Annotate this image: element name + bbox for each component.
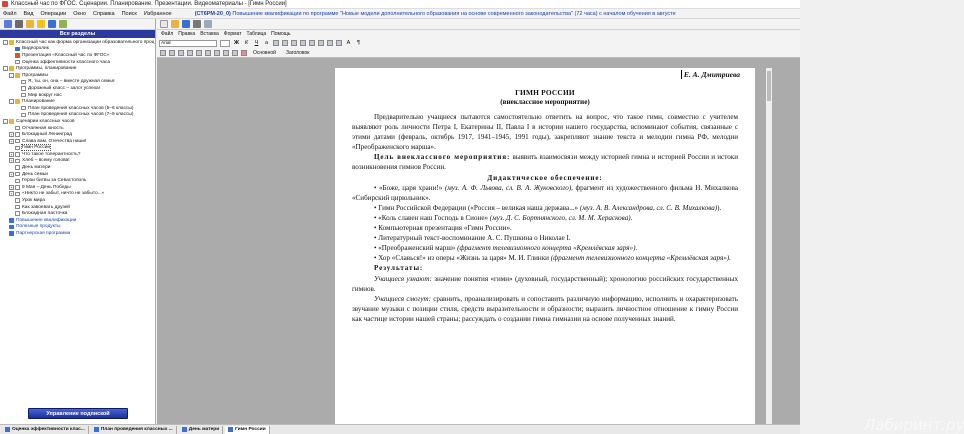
format-toolbar — [157, 38, 800, 48]
document-icon — [21, 93, 26, 98]
document-icon — [228, 427, 233, 432]
tree-node-label: 9 Мая – День Победы — [22, 184, 71, 190]
results-paragraph: Учащиеся узнают: значение понятия «гимн» (духовный, государственный); хронологию российских государственных гимнов. — [352, 274, 739, 293]
document-icon — [15, 152, 20, 157]
bold-icon[interactable]: Ж — [234, 40, 239, 46]
tree-node[interactable] — [0, 118, 155, 125]
menu-operations[interactable]: Операции — [40, 10, 67, 17]
menu-help[interactable]: Справка — [93, 10, 115, 17]
tree-node[interactable] — [0, 191, 155, 198]
style-toolbar — [157, 48, 800, 58]
tree-node[interactable] — [0, 197, 155, 204]
expand-toggle-icon[interactable]: + — [10, 138, 13, 144]
tree-node-label: Я, ты, он, она – вместе дружная семья — [28, 79, 115, 85]
sidebar — [0, 19, 156, 424]
cut-icon[interactable] — [160, 50, 166, 56]
print-icon[interactable] — [193, 20, 201, 28]
document-icon — [15, 165, 20, 170]
copy-icon[interactable] — [169, 50, 175, 56]
tree-node-label: Гимн России — [22, 145, 51, 151]
bullets-icon[interactable] — [309, 40, 315, 46]
document-icon — [15, 146, 20, 151]
open-documents-bar — [0, 424, 800, 434]
folder-icon — [15, 99, 20, 104]
menu-view[interactable]: Вид — [23, 10, 34, 17]
editor-menu-help[interactable]: Помощь — [271, 31, 291, 37]
document-icon — [15, 205, 20, 210]
equipment-item: • Гимн Российской Федерации («Россия – великая наша держава...» (муз. А. В. Александрова, сл. С. В. Михалкова)). — [374, 203, 722, 212]
open-icon[interactable] — [171, 20, 179, 28]
expand-toggle-icon[interactable]: + — [10, 191, 13, 197]
tree-node-label: Оценка эффективности классного часа — [22, 59, 111, 65]
editor-menu-insert[interactable]: Вставка — [200, 31, 219, 37]
promo-link[interactable] — [195, 11, 676, 17]
document-icon — [21, 106, 26, 111]
folder-icon — [9, 119, 14, 124]
new-doc-icon[interactable] — [160, 20, 168, 28]
tree-node[interactable] — [0, 204, 155, 211]
document-icon — [15, 132, 20, 137]
tree-node[interactable] — [0, 217, 155, 224]
tree-node[interactable] — [0, 79, 155, 86]
document-icon — [15, 179, 20, 184]
tree-node[interactable] — [0, 105, 155, 112]
editor-toolbar — [157, 19, 800, 30]
expand-toggle-icon[interactable]: + — [10, 158, 13, 164]
star-icon[interactable] — [37, 20, 45, 28]
tree-node[interactable] — [0, 138, 155, 145]
expand-toggle-icon[interactable]: - — [4, 39, 7, 45]
print-icon[interactable] — [15, 20, 23, 28]
menu-window[interactable]: Окно — [73, 10, 86, 17]
tree-node-label: Видеоролик — [22, 46, 49, 52]
editor-menu-file[interactable]: Файл — [161, 31, 174, 37]
equipment-item: • «Преображенский марш» (фрагмент телевизионного концерта «Кремлёвская заря»). — [374, 244, 638, 253]
tree-node[interactable] — [0, 72, 155, 79]
watermark: Лабиринт.ру — [864, 416, 964, 434]
preview-icon[interactable] — [204, 20, 212, 28]
document-scrollbar[interactable] — [766, 68, 772, 424]
document-icon — [15, 60, 20, 65]
document-icon — [94, 427, 99, 432]
main-menu — [0, 9, 800, 19]
promo-text: Повышение квалификации по программе "Новые модели дополнительного образования на основе современного законодательства" (72 часа) с началом обучения в августе — [232, 10, 676, 17]
results-paragraph: Учащиеся смогут: сравнить, проанализировать и сопоставить различную информацию, исполнить и охарактеризовать звучание музыки с позиции стиля, средств выразительности и образности; выразить личностное отношение к гимну России как частице истории нашей страны; рассуждать о создании гимна гимназии на основе полученных знаний. — [352, 294, 738, 323]
document-icon — [9, 218, 14, 223]
tree-node-label: Программы, планирование — [16, 66, 77, 72]
tree-node-label: День семьи — [22, 171, 48, 177]
document-icon — [182, 427, 187, 432]
tree-node-label: Сценарии классных часов — [16, 118, 75, 124]
editor-menu-format[interactable]: Формат — [223, 31, 242, 37]
section-tree — [0, 38, 155, 237]
sidebar-header: Все разделы — [0, 30, 155, 38]
scrollbar-thumb[interactable] — [767, 71, 771, 101]
style-basic[interactable]: Основной — [253, 49, 276, 56]
document-icon — [9, 231, 14, 236]
menu-file[interactable]: Файл — [3, 10, 17, 17]
sidebar-toolbar — [0, 19, 155, 30]
home-icon[interactable] — [4, 20, 12, 28]
window-title: Классный час по ФГОС. Сценарии. Планирование. Презентации. Видеоматериалы - [Гимн России] — [11, 1, 287, 7]
equipment-item: • «Коль славен наш Господь в Сионе» (муз. Д. С. Бортнянского, сл. М. М. Хераскова). — [374, 213, 633, 222]
refresh-icon[interactable] — [59, 20, 67, 28]
tree-node-label: Полезные продукты — [16, 224, 61, 230]
tree-node[interactable] — [0, 184, 155, 191]
editor-menu — [157, 30, 800, 38]
redo-icon[interactable] — [196, 50, 202, 56]
intro-paragraph: Предварительно учащиеся пытаются самостоятельно ответить на вопрос, что такое гимн, совместно с учителем выявляют роль личности Петра I, Екатерины II, Павла I в истории нашего государства, вспоминают события, связанные с этими датами (февраль, октябрь 1917, 1941–1945, 1991 годы), закрепляют знание текста и мелодии гимна РФ, мелодии «Преображенского марша». — [352, 113, 738, 152]
expand-toggle-icon[interactable]: - — [10, 72, 13, 78]
tree-node-label: Планирование — [22, 99, 55, 105]
tree-node-label: «Никто не забыт, ничто не забыто...» — [22, 191, 105, 197]
document-icon — [15, 198, 20, 203]
app-icon — [2, 1, 8, 7]
tree-node-label: Как завоевать друзей — [22, 204, 70, 210]
tree-node[interactable] — [0, 224, 155, 231]
strikethrough-icon[interactable]: a — [264, 40, 269, 46]
tree-node[interactable] — [0, 52, 155, 59]
italic-icon[interactable]: К — [244, 40, 249, 46]
tree-node-label: Блокадная ласточка — [22, 211, 68, 217]
tree-node[interactable] — [0, 164, 155, 171]
equipment-heading: Дидактическое обеспечение: — [487, 173, 603, 182]
tree-node-label: Программы — [22, 72, 48, 78]
expand-toggle-icon[interactable]: + — [10, 151, 13, 157]
document-icon — [15, 172, 20, 177]
tree-node-label: Урок мира — [22, 198, 45, 204]
title-bar — [0, 0, 800, 9]
task-tab[interactable]: План проведения классных ... — [91, 426, 177, 434]
folder-icon — [9, 66, 14, 71]
outdent-icon[interactable] — [327, 40, 333, 46]
tree-node-label: Дорожный класс – залог успеха! — [28, 85, 101, 91]
align-right-icon[interactable] — [291, 40, 297, 46]
document-title: ГИМН РОССИИ — [515, 88, 575, 97]
document-icon — [5, 427, 10, 432]
expand-toggle-icon[interactable]: - — [4, 118, 7, 124]
help-icon[interactable] — [48, 20, 56, 28]
editor-menu-table[interactable]: Таблица — [246, 31, 267, 37]
eraser-icon[interactable] — [241, 50, 247, 56]
tree-node[interactable] — [0, 177, 155, 184]
tree-node[interactable] — [0, 131, 155, 138]
tree-node-label: План проведения классных часов (5–6 классы) — [28, 105, 134, 111]
align-left-icon[interactable] — [273, 40, 279, 46]
goal-paragraph — [352, 152, 738, 172]
equipment-item: • Литературный текст-воспоминание А. С. Пушкина о Николае I. — [374, 234, 571, 243]
document-icon — [21, 80, 26, 85]
tree-node[interactable] — [0, 46, 155, 53]
tree-node-label: Мир вокруг нас — [28, 92, 62, 98]
tree-node[interactable] — [0, 39, 155, 46]
expand-toggle-icon[interactable]: - — [10, 99, 13, 105]
results-heading: Результаты: — [374, 264, 424, 273]
paragraph-icon[interactable]: ¶ — [357, 40, 360, 46]
link-icon[interactable] — [232, 50, 238, 56]
menu-search[interactable]: Поиск — [121, 10, 137, 17]
tree-node[interactable] — [0, 158, 155, 165]
tree-node-label: Классный час как форма организации образовательного проц — [16, 39, 155, 45]
folder-icon[interactable] — [26, 20, 34, 28]
find-icon[interactable] — [205, 50, 211, 56]
goal-text: выявить взаимосвязи между историей гимна и историей России и истоки возникновения гимнов России. — [352, 153, 738, 172]
equipment-item: • Компьютерная презентация «Гимн России». — [374, 224, 512, 233]
document-icon — [15, 211, 20, 216]
expand-toggle-icon[interactable]: + — [10, 132, 13, 138]
expand-toggle-icon[interactable]: - — [4, 66, 7, 72]
document-icon — [21, 113, 26, 118]
manage-subscription-button[interactable]: Управление подпиской — [28, 408, 128, 419]
equipment-item: • «Боже, царя храни!» (муз. А. Ф. Львова, сл. В. А. Жуковского), фрагмент из художественного фильма Н. Михалкова «Сибирский цирюльник». — [352, 183, 738, 202]
paste-icon[interactable] — [178, 50, 184, 56]
promo-code: (СТ6РМ-20_0) — [194, 10, 231, 17]
task-tab[interactable]: Оценка эффективности клас... — [2, 426, 89, 434]
tree-node-label: Отчаянная юность — [22, 125, 64, 131]
numbering-icon[interactable] — [318, 40, 324, 46]
task-tab[interactable]: День матери — [179, 426, 223, 434]
document-icon — [21, 86, 26, 91]
tree-node[interactable] — [0, 98, 155, 105]
font-size-select[interactable] — [220, 40, 230, 47]
tree-node[interactable] — [0, 145, 155, 152]
document-subtitle: (внеклассное мероприятие) — [500, 98, 590, 106]
save-icon[interactable] — [182, 20, 190, 28]
document-icon — [15, 159, 20, 164]
tree-node[interactable] — [0, 151, 155, 158]
color-icon[interactable]: A — [346, 40, 351, 46]
document-icon — [15, 139, 20, 144]
expand-toggle-icon[interactable]: + — [10, 171, 13, 177]
justify-icon[interactable] — [300, 40, 306, 46]
font-select[interactable]: Arial — [159, 40, 217, 47]
tree-node[interactable] — [0, 59, 155, 66]
tree-node-label: Герои битвы за Севастополь — [22, 178, 87, 184]
undo-icon[interactable] — [187, 50, 193, 56]
equipment-item: • Хор «Славься!» из оперы «Жизнь за царя» М. И. Глинки (фрагмент телевизионного концерта «Кремлёвская заря»). — [374, 254, 731, 263]
tree-node-label: Партнерская программа — [16, 231, 71, 237]
document-page[interactable] — [335, 68, 755, 424]
tree-node[interactable] — [0, 112, 155, 119]
table-icon[interactable] — [214, 50, 220, 56]
document-icon — [15, 192, 20, 197]
align-center-icon[interactable] — [282, 40, 288, 46]
tree-node-label: Что такое толерантность? — [22, 151, 81, 157]
tree-node[interactable] — [0, 125, 155, 132]
document-icon — [9, 225, 14, 230]
document-icon — [15, 185, 20, 190]
tree-node[interactable] — [0, 171, 155, 178]
tree-node-label: Хлеб – всему голова! — [22, 158, 70, 164]
tree-node-label: День матери — [22, 165, 51, 171]
indent-icon[interactable] — [336, 40, 342, 46]
tree-node[interactable] — [0, 92, 155, 99]
tree-node-label: Повышение квалификации — [16, 217, 77, 223]
tree-node[interactable] — [0, 230, 155, 237]
tree-node[interactable] — [0, 210, 155, 217]
task-tab-active[interactable]: Гимн России — [225, 426, 270, 434]
document-icon — [15, 47, 20, 52]
style-heading[interactable]: Заголовок — [285, 49, 310, 56]
tree-node-label: Презентация «Классный час по ФГОС» — [22, 52, 110, 58]
menu-favorites[interactable]: Избранное — [143, 10, 172, 17]
editor-menu-edit[interactable]: Правка — [178, 31, 196, 37]
presentation-icon — [15, 53, 20, 58]
folder-icon — [9, 40, 14, 45]
folder-icon — [15, 73, 20, 78]
goal-label: Цель внеклассного мероприятия: — [374, 153, 511, 162]
tree-node-label: План проведения классных часов (7–9 классы) — [28, 112, 134, 118]
expand-toggle-icon[interactable]: + — [10, 184, 13, 190]
tree-node[interactable] — [0, 85, 155, 92]
image-icon[interactable] — [223, 50, 229, 56]
document-icon — [15, 126, 20, 131]
tree-node[interactable] — [0, 65, 155, 72]
underline-icon[interactable]: Ч — [254, 40, 259, 46]
tree-node-label: Слава вам, Отечества наши! — [22, 138, 87, 144]
tree-node-label: Блокадный Ленинград — [22, 132, 73, 138]
document-author: Е. А. Дмитриева — [683, 70, 740, 79]
